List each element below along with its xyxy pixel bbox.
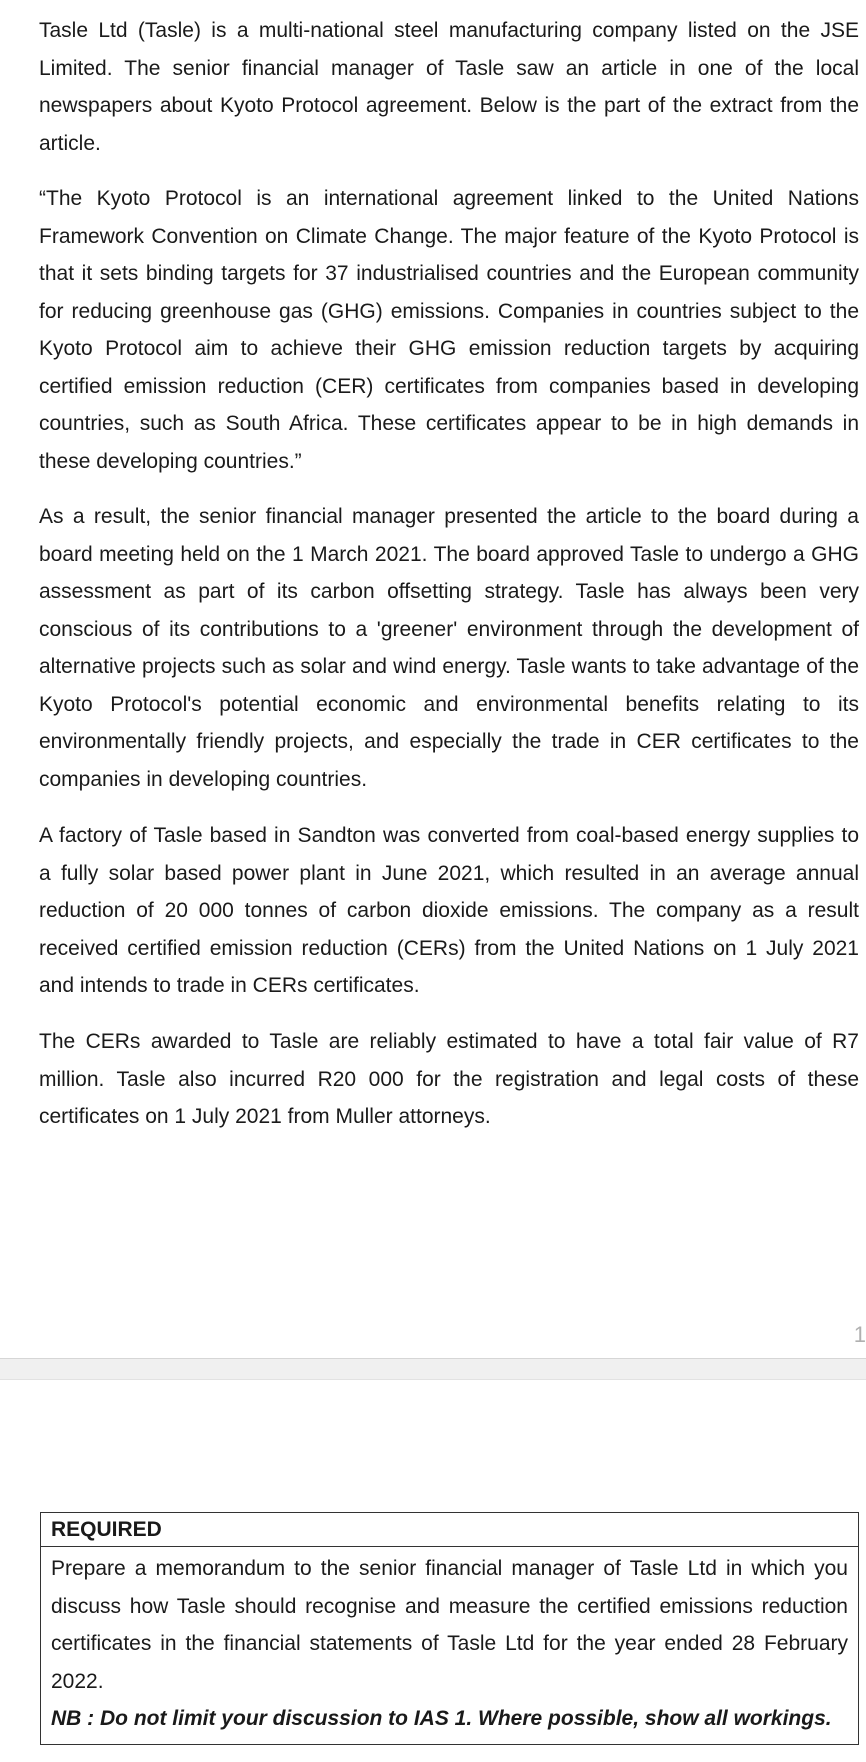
required-note: NB : Do not limit your discussion to IAS 1. Where possible, show all workings.	[51, 1707, 832, 1730]
required-body	[41, 1547, 858, 1744]
paragraph-article-extract: “The Kyoto Protocol is an international agreement linked to the United Nations Framework Convention on Climate Change. The major feature of the Kyoto Protocol is that it sets binding targets for 37 industrialised countries and the European community for reducing greenhouse gas (GHG) emissions. Companies in countries subject to the Kyoto Protocol aim to achieve their GHG emission reduction targets by acquiring certified emission reduction (CER) certificates from companies based in developing countries, such as South Africa. These certificates appear to be in high demands in these developing countries.”	[39, 187, 859, 473]
required-instruction: Prepare a memorandum to the senior financial manager of Tasle Ltd in which you discuss how Tasle should recognise and measure the certified emissions reduction certificates in the financial statements of Tasle Ltd for the year ended 28 February 2022.	[51, 1557, 848, 1693]
required-heading: REQUIRED	[41, 1513, 858, 1547]
paragraph-factory-conversion: A factory of Tasle based in Sandton was converted from coal-based energy supplies to a fully solar based power plant in June 2021, which resulted in an average annual reduction of 20 000 tonnes of carbon dioxide emissions. The company as a result received certified emission reduction (CERs) from the United Nations on 1 July 2021 and intends to trade in CERs certificates.	[39, 824, 859, 997]
paragraph-cer-fair-value: The CERs awarded to Tasle are reliably estimated to have a total fair value of R7 million. Tasle also incurred R20 000 for the registration and legal costs of these certificates on 1 July 2021 from Muller attorneys.	[39, 1030, 859, 1128]
document-page-2	[0, 1381, 866, 1762]
page-number: 1	[853, 1322, 866, 1347]
paragraph-board-decision: As a result, the senior financial manager presented the article to the board during a board meeting held on the 1 March 2021. The board approved Tasle to undergo a GHG assessment as part of its carbon offsetting strategy. Tasle has always been very conscious of its contributions to a 'greener' environment through the development of alternative projects such as solar and wind energy. Tasle wants to take advantage of the Kyoto Protocol's potential economic and environmental benefits relating to its environmentally friendly projects, and especially the trade in CER certificates to the companies in developing countries.	[39, 505, 859, 791]
page-separator	[0, 1358, 866, 1380]
paragraph-company-background: Tasle Ltd (Tasle) is a multi-national steel manufacturing company listed on the JSE Limited. The senior financial manager of Tasle saw an article in one of the local newspapers about Kyoto Protocol agreement. Below is the part of the extract from the article.	[39, 19, 859, 155]
required-box	[40, 1512, 859, 1745]
